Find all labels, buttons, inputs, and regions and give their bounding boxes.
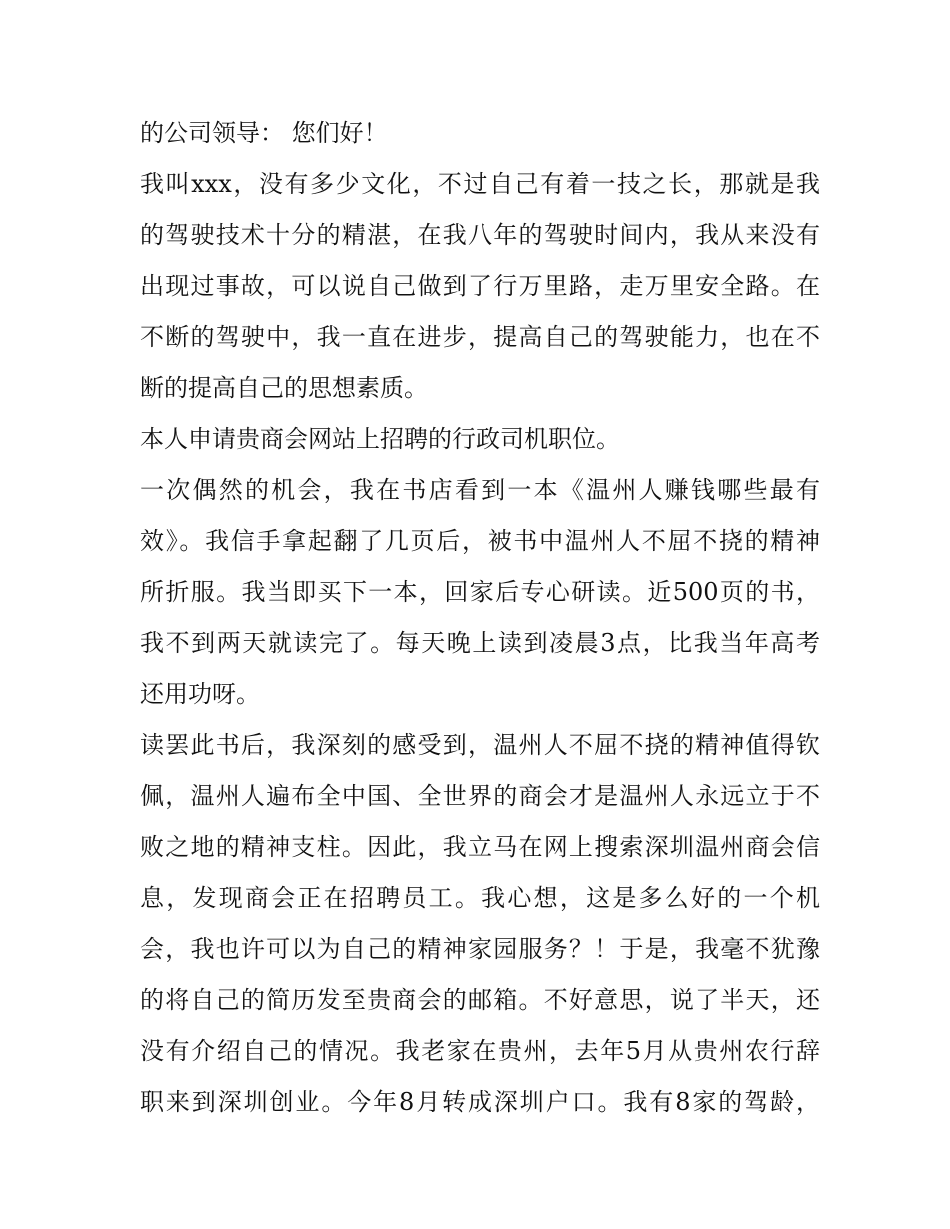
text-line: 佩，温州人遍布全中国、全世界的商会才是温州人永远立于不	[140, 782, 820, 810]
text-line: 会，我也许可以为自己的精神家园服务？！于是，我毫不犹豫	[140, 935, 820, 963]
text-line: 我不到两天就读完了。每天晚上读到凌晨3点，比我当年高考	[140, 629, 820, 657]
text-line: 一次偶然的机会，我在书店看到一本《温州人赚钱哪些最有	[140, 476, 820, 504]
text-line: 不断的驾驶中，我一直在进步，提高自己的驾驶能力，也在不	[140, 323, 820, 351]
text-line: 的驾驶技术十分的精湛，在我八年的驾驶时间内，我从来没有	[140, 221, 820, 249]
text-line: 我叫xxx，没有多少文化，不过自己有着一技之长，那就是我	[140, 170, 820, 198]
text-line: 没有介绍自己的情况。我老家在贵州，去年5月从贵州农行辞	[140, 1037, 820, 1065]
text-line: 读罢此书后，我深刻的感受到，温州人不屈不挠的精神值得钦	[140, 731, 820, 759]
text-line: 断的提高自己的思想素质。	[140, 374, 428, 402]
text-line: 的将自己的简历发至贵商会的邮箱。不好意思，说了半天，还	[140, 986, 820, 1014]
text-line: 效》。我信手拿起翻了几页后，被书中温州人不屈不挠的精神	[140, 527, 820, 555]
text-line-greeting: 的公司领导： 您们好！	[140, 119, 388, 147]
text-line: 息，发现商会正在招聘员工。我心想，这是多么好的一个机	[140, 884, 820, 912]
text-line: 败之地的精神支柱。因此，我立马在网上搜索深圳温州商会信	[140, 833, 820, 861]
letter-body	[140, 108, 820, 1128]
text-line: 还用功呀。	[140, 680, 260, 708]
text-line: 出现过事故，可以说自己做到了行万里路，走万里安全路。在	[140, 272, 820, 300]
text-line: 本人申请贵商会网站上招聘的行政司机职位。	[140, 425, 620, 453]
text-line: 职来到深圳创业。今年8月转成深圳户口。我有8家的驾龄，	[140, 1088, 820, 1116]
text-line: 所折服。我当即买下一本，回家后专心研读。近500页的书，	[140, 578, 820, 606]
